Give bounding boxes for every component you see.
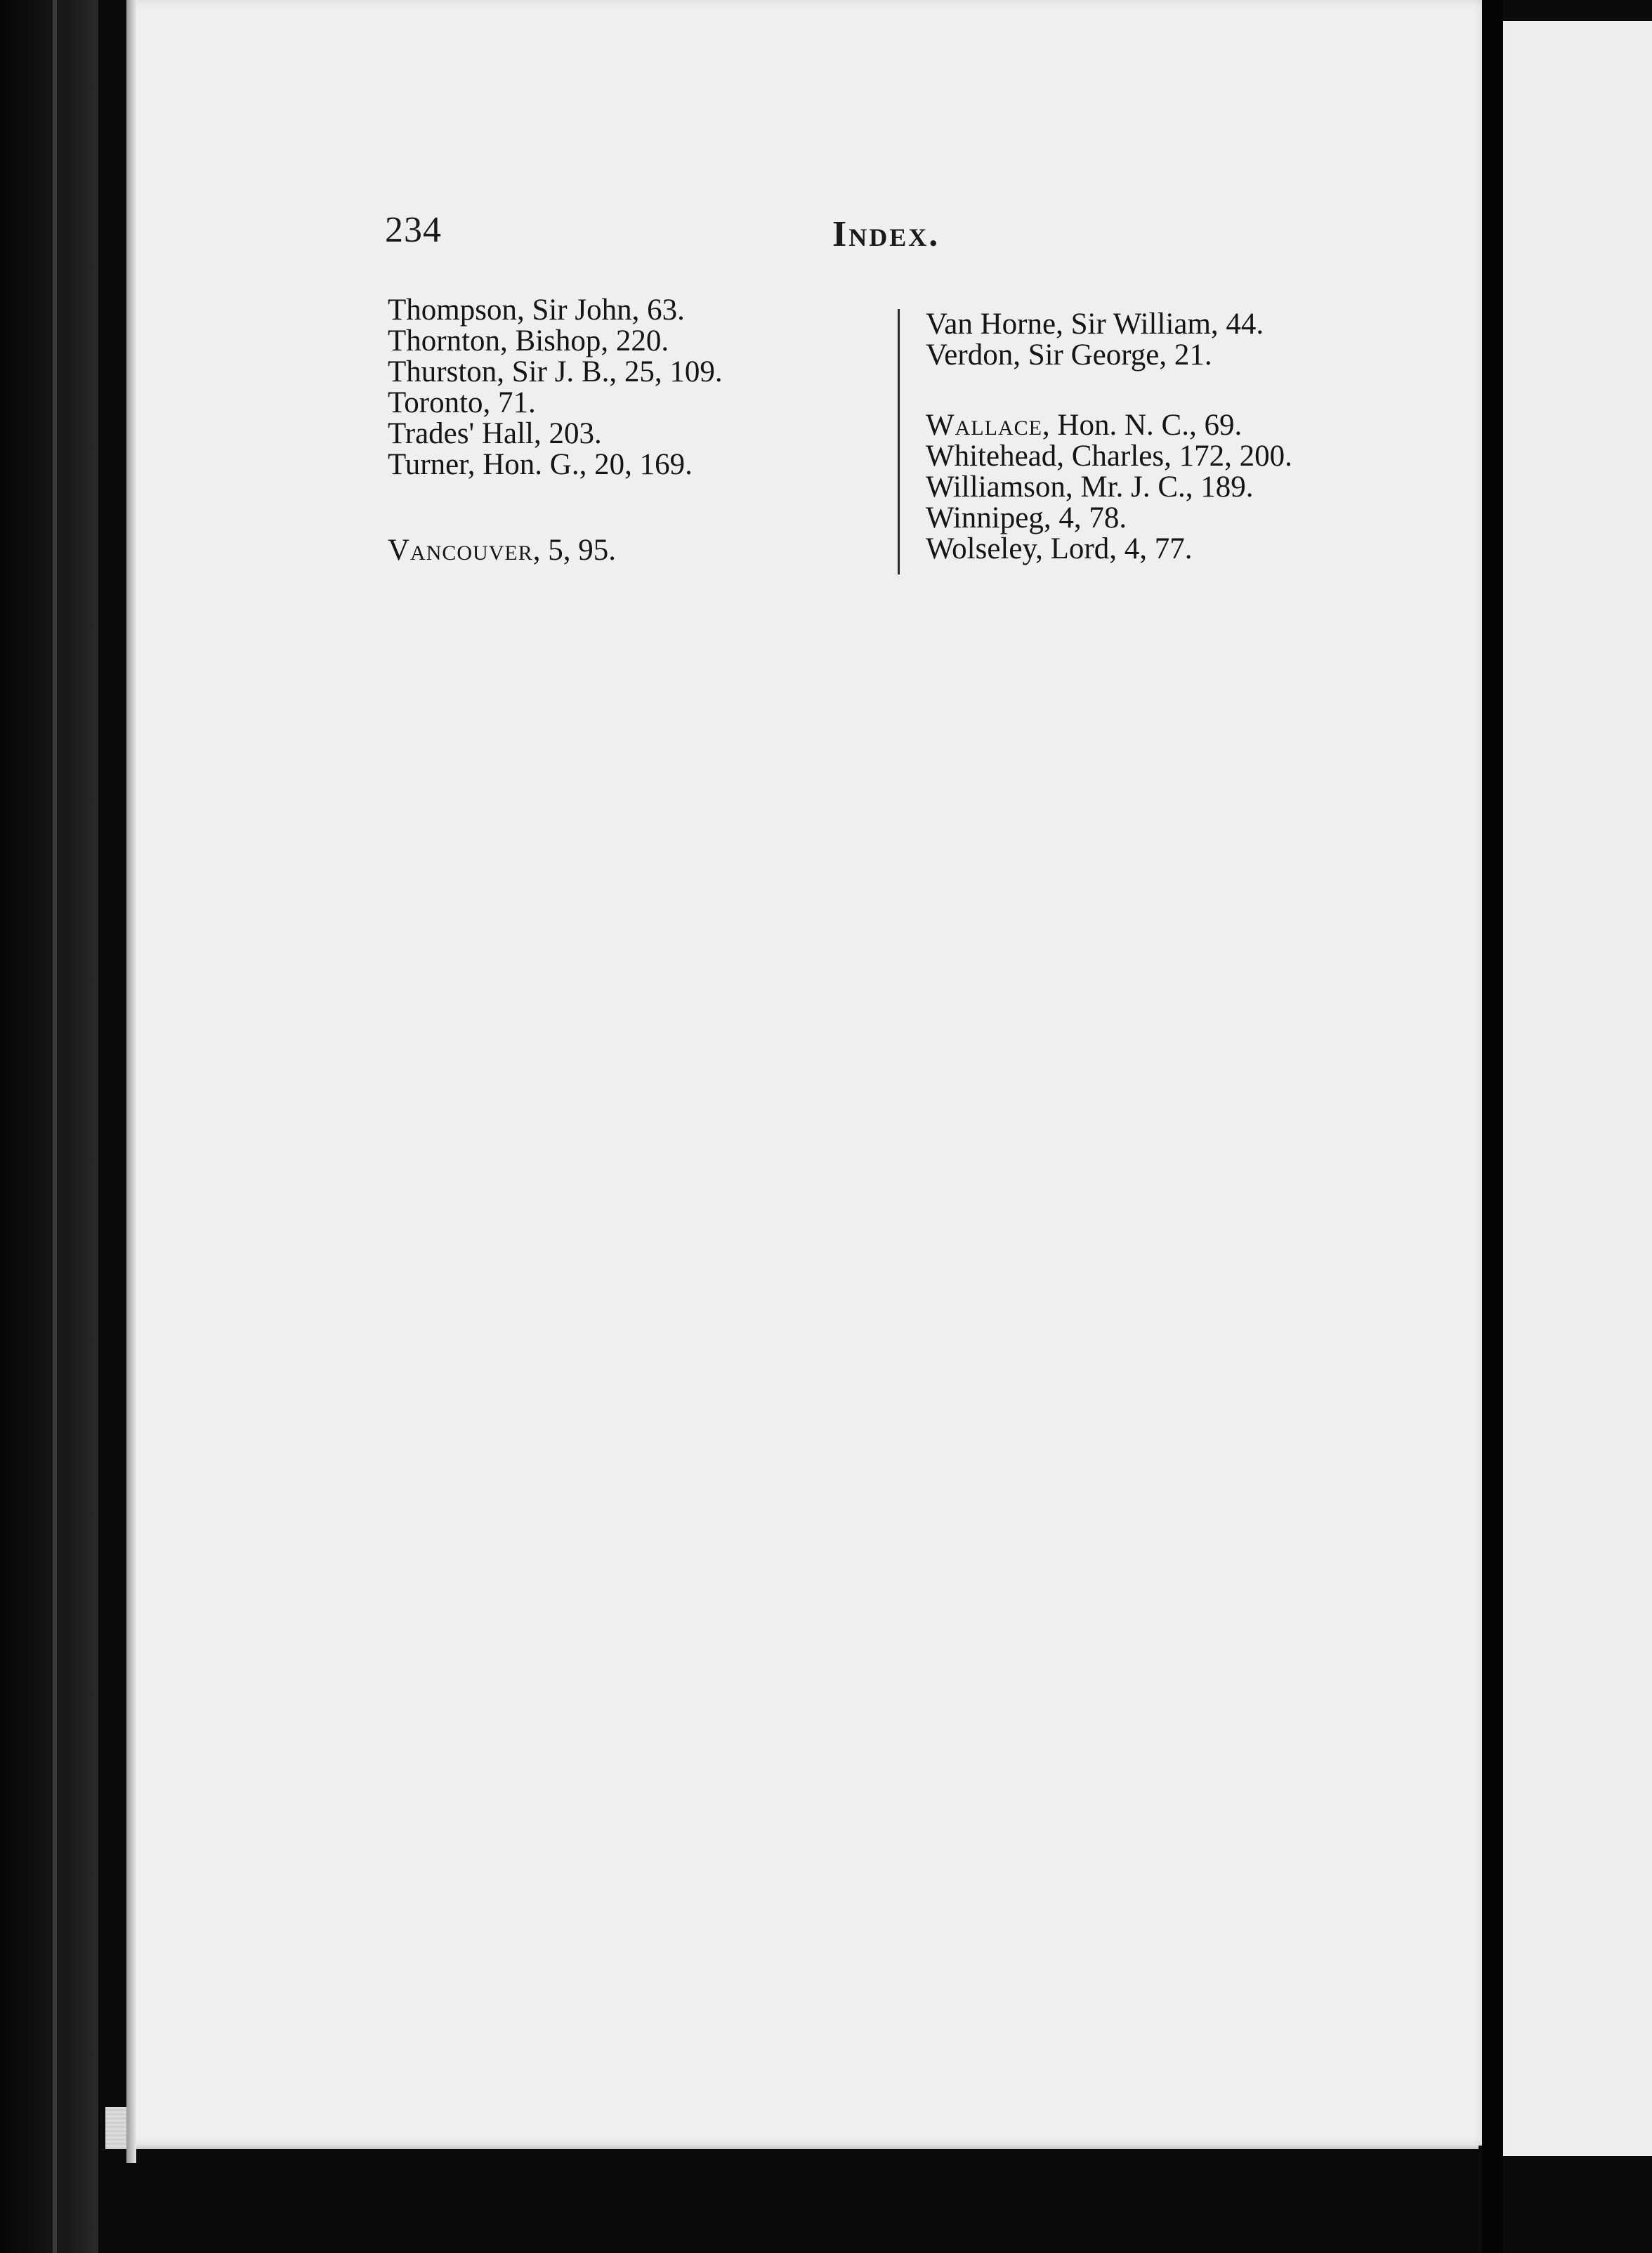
- binding-line: [53, 0, 57, 2253]
- book-binding: [0, 0, 98, 2253]
- section-head-rest: , 5, 95.: [532, 534, 616, 567]
- index-entry-section-start: [926, 410, 1242, 441]
- index-entry: Thornton, Bishop, 220.: [388, 324, 669, 357]
- index-entry: Verdon, Sir George, 21.: [926, 339, 1212, 372]
- page-title: Index.: [832, 214, 940, 254]
- index-entry: Whitehead, Charles, 172, 200.: [926, 440, 1292, 473]
- book-page: [126, 0, 1482, 2146]
- index-entry: Toronto, 71.: [388, 386, 536, 419]
- index-entry-section-start: [388, 535, 616, 566]
- section-head-word: Wallace: [926, 409, 1042, 442]
- index-entry: Van Horne, Sir William, 44.: [926, 308, 1264, 341]
- index-entry: Wolseley, Lord, 4, 77.: [926, 532, 1193, 565]
- section-head-word: Vancouver: [388, 534, 533, 567]
- index-entry: Thompson, Sir John, 63.: [388, 294, 685, 327]
- column-divider: [898, 309, 900, 574]
- page-left-edge: [126, 0, 136, 2163]
- index-entry: Winnipeg, 4, 78.: [926, 501, 1127, 534]
- index-entry: Turner, Hon. G., 20, 169.: [388, 448, 693, 481]
- index-entry: Williamson, Mr. J. C., 189.: [926, 471, 1254, 504]
- facing-page: [1503, 21, 1652, 2156]
- page-number: 234: [385, 210, 442, 250]
- book-gutter: [1482, 0, 1503, 2253]
- index-entry: Thurston, Sir J. B., 25, 109.: [388, 355, 723, 388]
- index-entry: Trades' Hall, 203.: [388, 417, 602, 450]
- section-head-rest: , Hon. N. C., 69.: [1042, 409, 1243, 442]
